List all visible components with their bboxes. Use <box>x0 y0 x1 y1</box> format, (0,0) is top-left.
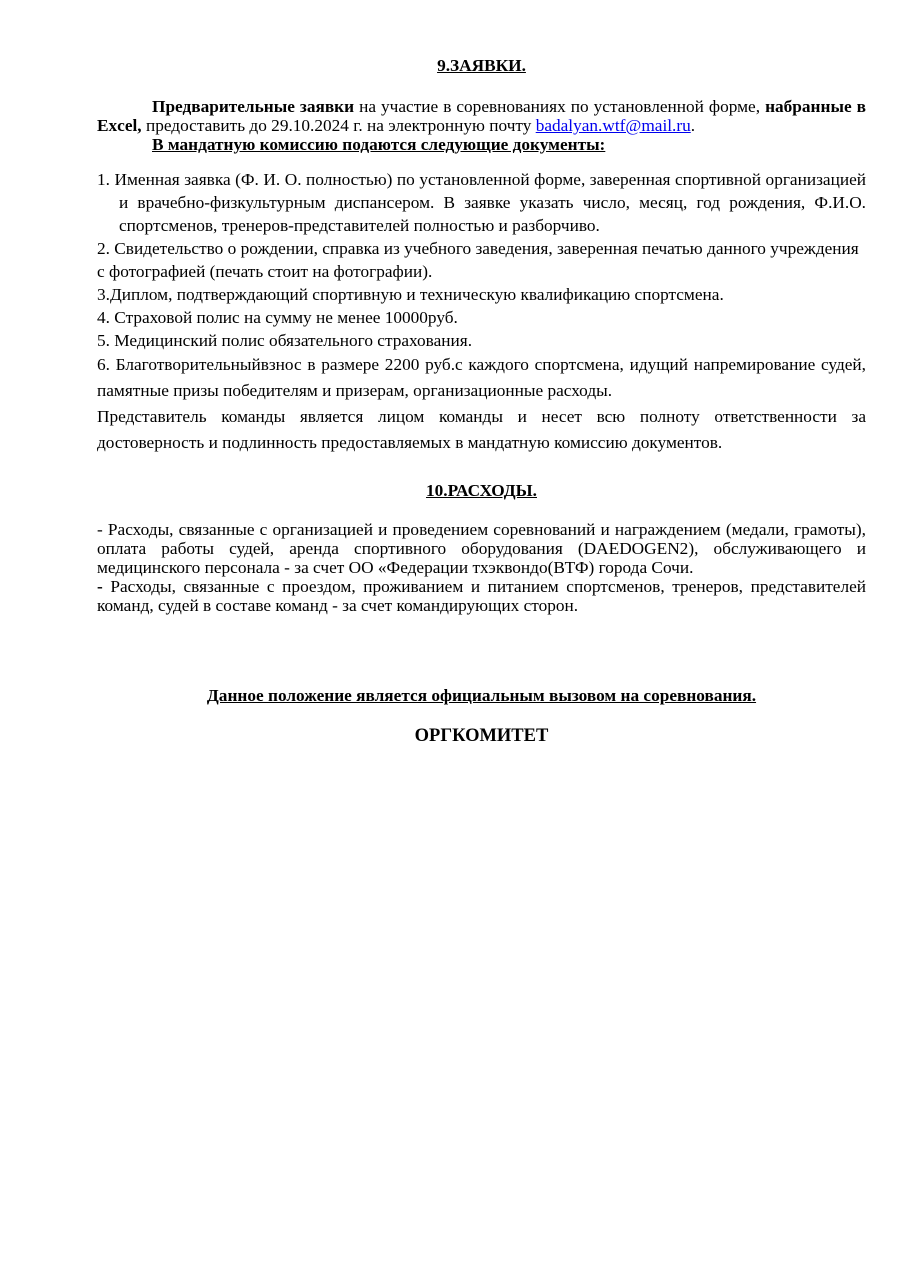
document-item-2: 2. Свидетельство о рождении, справка из учебного заведения, заверенная печатью данного учреждения с фотографией (печать стоит на фотографии). <box>97 239 859 281</box>
document-item-3: 3.Диплом, подтверждающий спортивную и техническую квалификацию спортсмена. <box>97 285 724 304</box>
intro-text-2: предоставить до 29.10.2024 г. на электронную почту <box>141 116 536 135</box>
representative-note: Представитель команды является лицом команды и несет всю полноту ответственности за достоверность и подлинность предоставляемых в мандатную комиссию документов. <box>97 407 866 452</box>
expenses-dash: - <box>97 577 103 596</box>
intro-text-1: на участие в соревнованиях по установленной форме, <box>354 97 766 116</box>
intro-bold-preliminary: Предварительные заявки <box>152 97 355 116</box>
intro-bold-excel: набранные в Excel, <box>97 97 866 135</box>
commission-heading: В мандатную комиссию подаются следующие документы: <box>152 135 606 154</box>
document-item-1: 1. Именная заявка (Ф. И. О. полностью) по установленной форме, заверенная спортивной организацией и врачебно-физкультурным диспансером. В заявке указать число, месяц, год рождения, Ф.И.О. спортсменов, тренеров-представителей полностью и разборчиво. <box>97 170 866 235</box>
document-item-5: 5. Медицинский полис обязательного страхования. <box>97 331 473 350</box>
expenses-paragraph-2-text: Расходы, связанные с проездом, проживанием и питанием спортсменов, тренеров, представителей команд, судей в составе команд - за счет командирующих сторон. <box>97 577 866 615</box>
official-call-statement: Данное положение является официальным вызовом на соревнования. <box>206 686 757 705</box>
section-10-title: 10.РАСХОДЫ. <box>426 481 537 500</box>
email-link[interactable]: badalyan.wtf@mail.ru <box>535 116 691 135</box>
expenses-paragraph-1: - Расходы, связанные с организацией и проведением соревнований и награждением (медали, грамоты), оплата работы судей, аренда спортивного оборудования (DAEDOGEN2), обслуживающего и медицинского персонала - за счет ОО «Федерации тхэквондо(ВТФ) города Сочи. <box>97 520 866 577</box>
document-item-4: 4. Страховой полис на сумму не менее 10000руб. <box>97 308 458 327</box>
document-page <box>97 56 866 747</box>
intro-end: . <box>690 116 696 135</box>
organizing-committee: ОРГКОМИТЕТ <box>414 726 549 746</box>
applications-intro <box>97 97 866 135</box>
document-item-6: 6. Благотворительныйвзнос в размере 2200 руб.с каждого спортсмена, идущий напремирование судей, памятные призы победителям и призерам, организационные расходы. <box>97 355 866 400</box>
expenses-paragraph-2 <box>97 577 866 615</box>
section-9-title: 9.ЗАЯВКИ. <box>437 56 526 75</box>
